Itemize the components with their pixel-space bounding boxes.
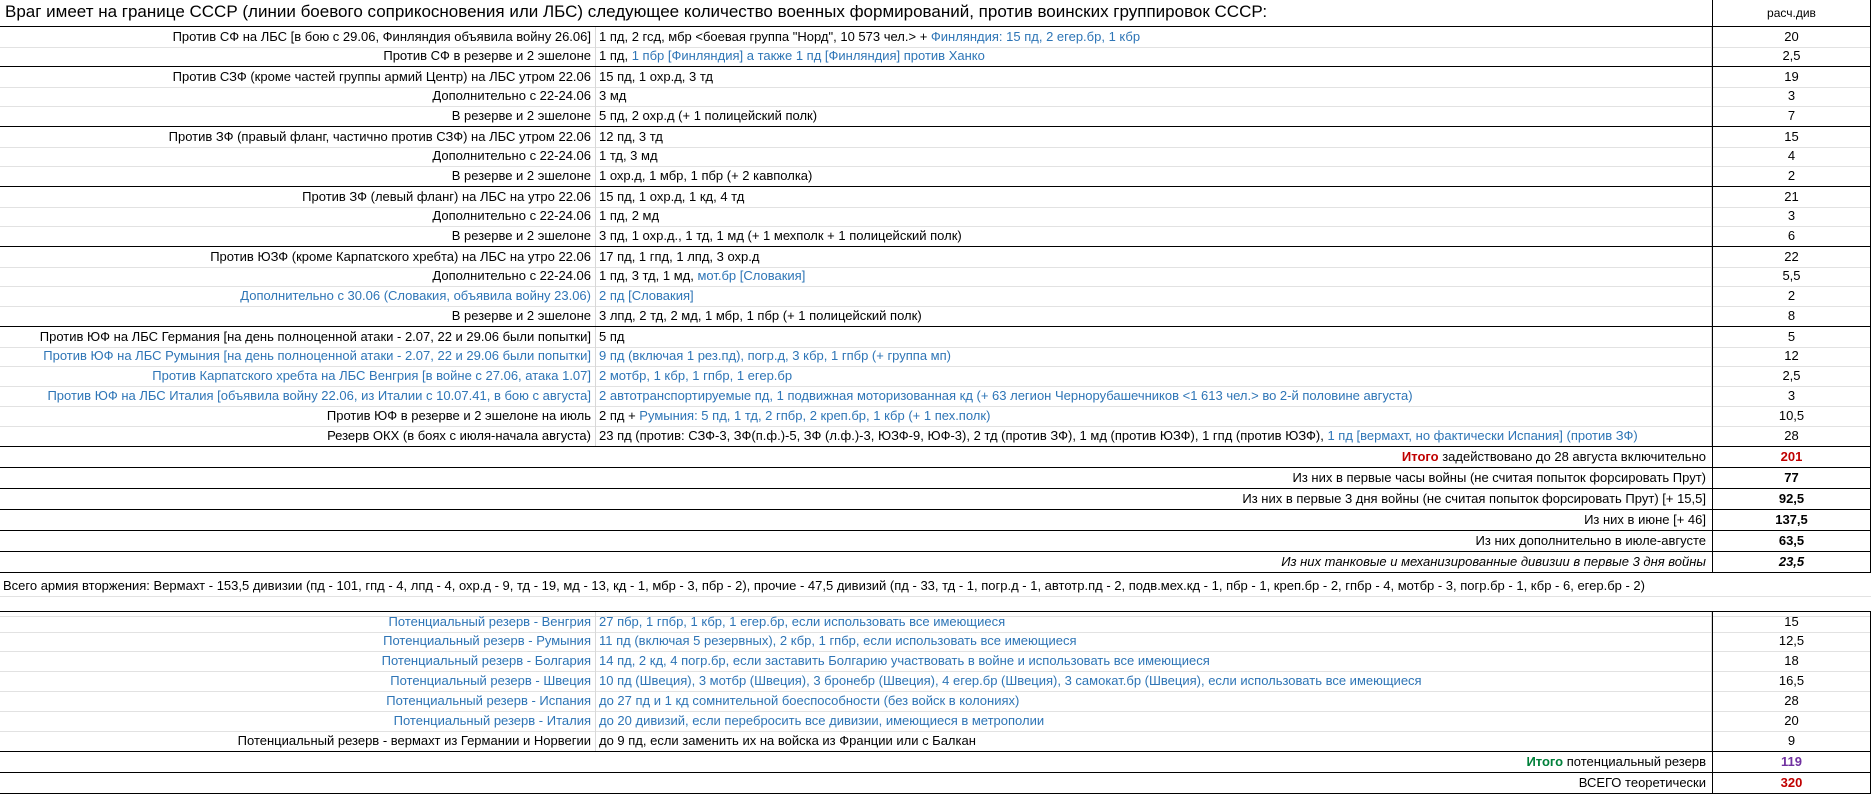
summary-label[interactable]: Из них в первые часы войны (не считая попыток форсировать Прут) [1292,470,1706,485]
reserve-formations[interactable]: до 20 дивизий, если перебросить все дивизии, имеющиеся в метрополии [596,711,1712,731]
row-calc-div[interactable]: 3 [1712,386,1871,406]
table-row [0,286,1876,307]
row-label[interactable]: Против СФ на ЛБС [в бою с 29.06, Финляндия объявила войну 26.06] [0,27,596,47]
reserve-calc-div[interactable]: 9 [1712,731,1871,751]
table-row [0,186,1876,208]
reserve-formations[interactable]: до 27 пд и 1 кд сомнительной боеспособности (без войск в колониях) [596,691,1712,711]
reserve-label[interactable]: Потенциальный резерв - Италия [0,711,596,731]
table-row [0,246,1876,268]
reserve-row [0,711,1876,732]
reserve-label[interactable]: Потенциальный резерв - Испания [0,691,596,711]
row-label[interactable]: Дополнительно с 22-24.06 [0,266,596,286]
row-label[interactable]: Дополнительно с 30.06 (Словакия, объявила войну 23.06) [0,286,596,306]
row-formations[interactable]: 3 мд [596,86,1712,106]
table-row [0,106,1876,127]
summary-label[interactable]: Из них дополнительно в июле-августе [1475,533,1706,548]
reserve-calc-div[interactable]: 20 [1712,711,1871,731]
row-calc-div[interactable]: 20 [1712,27,1871,47]
table-row [0,426,1876,447]
row-calc-div[interactable]: 21 [1712,187,1871,207]
row-label[interactable]: Дополнительно с 22-24.06 [0,206,596,226]
row-calc-div[interactable]: 3 [1712,206,1871,226]
row-calc-div[interactable]: 2,5 [1712,366,1871,386]
reserve-calc-div[interactable]: 18 [1712,651,1871,671]
row-formations[interactable]: 3 лпд, 2 тд, 2 мд, 1 мбр, 1 пбр (+ 1 полицейский полк) [596,306,1712,326]
row-label[interactable]: Против ЮФ на ЛБС Румыния [на день полноценной атаки - 2.07, 22 и 29.06 были попытки] [0,346,596,366]
row-label[interactable]: Дополнительно с 22-24.06 [0,86,596,106]
row-calc-div[interactable]: 12 [1712,346,1871,366]
row-label[interactable]: Против ЗФ (левый фланг) на ЛБС на утро 22.06 [0,187,596,207]
row-formations[interactable]: 1 пд, 3 тд, 1 мд, мот.бр [Словакия] [596,266,1712,286]
table-row [0,46,1876,67]
reserve-row [0,671,1876,692]
summary-calc-div[interactable]: 137,5 [1712,510,1871,530]
row-formations[interactable]: 1 охр.д, 1 мбр, 1 пбр (+ 2 кавполка) [596,166,1712,186]
row-calc-div[interactable]: 4 [1712,146,1871,166]
table-row [0,226,1876,247]
row-label[interactable]: Против ЮЗФ (кроме Карпатского хребта) на ЛБС на утро 22.06 [0,247,596,267]
reserve-row [0,691,1876,712]
reserve-label[interactable]: Потенциальный резерв - Румыния [0,631,596,651]
summary-label[interactable]: Из них в первые 3 дня войны (не считая попыток форсировать Прут) [+ 15,5] [1242,491,1706,506]
summary-label[interactable]: Из них танковые и механизированные дивизии в первые 3 дня войны [1281,554,1706,569]
table-row [0,366,1876,387]
reserve-calc-div[interactable]: 16,5 [1712,671,1871,691]
row-label[interactable]: Резерв ОКХ (в боях с июля-начала августа) [0,426,596,446]
row-formations[interactable]: 5 пд, 2 охр.д (+ 1 полицейский полк) [596,106,1712,126]
row-calc-div[interactable]: 28 [1712,426,1871,446]
row-formations[interactable]: 1 пд, 2 мд [596,206,1712,226]
row-label[interactable]: Против ЗФ (правый фланг, частично против СЗФ) на ЛБС утром 22.06 [0,127,596,147]
title-row [0,0,1876,27]
total-label[interactable]: Итого задействовано до 28 августа включительно [1401,449,1706,464]
row-calc-div[interactable]: 2 [1712,286,1871,306]
row-calc-div[interactable]: 5 [1712,327,1871,347]
row-label[interactable]: Против ЮФ на ЛБС Италия [объявила войну 22.06, из Италии с 10.07.41, в бою с августа] [0,386,596,406]
sheet-edge [1871,0,1876,800]
table-row [0,26,1876,48]
table-row [0,306,1876,327]
row-label[interactable]: В резерве и 2 эшелоне [0,306,596,326]
row-formations[interactable]: 2 пд [Словакия] [596,286,1712,306]
summary-label[interactable]: Из них в июне [+ 46] [1584,512,1706,527]
row-calc-div[interactable]: 2,5 [1712,46,1871,66]
row-calc-div[interactable]: 7 [1712,106,1871,126]
row-calc-div[interactable]: 8 [1712,306,1871,326]
reserve-label[interactable]: Потенциальный резерв - Венгрия [0,612,596,632]
reserve-row [0,631,1876,652]
table-row [0,146,1876,167]
sheet-title: Враг имеет на границе СССР (линии боевого соприкосновения или ЛБС) следующее количество военных формирований, против воинских группировок СССР: [5,2,1268,21]
reserve-total-calc-div[interactable]: 119 [1712,752,1871,772]
row-formations[interactable]: 1 пд, 2 гсд, мбр <боевая группа "Норд", 10 573 чел.> + Финляндия: 15 пд, 2 егер.бр, 1 кбр [596,27,1712,47]
row-label[interactable]: В резерве и 2 эшелоне [0,166,596,186]
reserve-calc-div[interactable]: 28 [1712,691,1871,711]
grand-total-row [0,773,1876,794]
reserve-formations[interactable]: 27 пбр, 1 гпбр, 1 кбр, 1 егер.бр, если использовать все имеющиеся [596,612,1712,632]
army-total-row [0,576,1876,597]
table-row [0,406,1876,427]
row-label[interactable]: В резерве и 2 эшелоне [0,106,596,126]
reserve-total-label[interactable]: Итого потенциальный резерв [1526,754,1706,769]
row-formations[interactable]: 3 пд, 1 охр.д., 1 тд, 1 мд (+ 1 мехполк + 1 полицейский полк) [596,226,1712,246]
row-formations[interactable]: 2 автотранспортируемые пд, 1 подвижная моторизованная кд (+ 63 легион Чернорубашечников <1 613 чел.> во 2-й половине августа) [596,386,1712,406]
summary-calc-div[interactable]: 63,5 [1712,531,1871,551]
reserve-total-row [0,752,1876,773]
summary-calc-div[interactable]: 77 [1712,468,1871,488]
row-calc-div[interactable]: 10,5 [1712,406,1871,426]
table-row [0,166,1876,187]
table-row [0,346,1876,367]
row-formations[interactable]: 2 мотбр, 1 кбр, 1 гпбр, 1 егер.бр [596,366,1712,386]
column-header-calc-div[interactable]: расч.див [1712,0,1871,26]
table-row [0,66,1876,88]
grand-total-calc-div[interactable]: 320 [1712,773,1871,793]
reserve-formations[interactable]: 11 пд (включая 5 резервных), 2 кбр, 1 гпбр, если использовать все имеющиеся [596,631,1712,651]
row-formations[interactable]: 12 пд, 3 тд [596,127,1712,147]
row-calc-div[interactable]: 22 [1712,247,1871,267]
reserve-formations[interactable]: до 9 пд, если заменить их на войска из Франции или с Балкан [596,731,1712,751]
row-label[interactable]: Против ЮФ в резерве и 2 эшелоне на июль [0,406,596,426]
row-label[interactable]: Против СФ в резерве и 2 эшелоне [0,46,596,66]
row-formations[interactable]: 17 пд, 1 гпд, 1 лпд, 3 охр.д [596,247,1712,267]
row-label[interactable]: Против СЗФ (кроме частей группы армий Центр) на ЛБС утром 22.06 [0,67,596,87]
summary-row [0,510,1876,531]
row-calc-div[interactable]: 3 [1712,86,1871,106]
row-formations[interactable]: 5 пд [596,327,1712,347]
summary-calc-div[interactable]: 92,5 [1712,489,1871,509]
row-label[interactable]: Дополнительно с 22-24.06 [0,146,596,166]
reserve-row [0,731,1876,752]
table-row [0,386,1876,407]
row-calc-div[interactable]: 19 [1712,67,1871,87]
table-row [0,86,1876,107]
reserve-row [0,611,1876,633]
table-row [0,206,1876,227]
summary-calc-div[interactable]: 23,5 [1712,552,1871,572]
table-row [0,126,1876,148]
table-row [0,266,1876,287]
row-calc-div[interactable]: 5,5 [1712,266,1871,286]
row-label[interactable]: Против Карпатского хребта на ЛБС Венгрия [в войне с 27.06, атака 1.07] [0,366,596,386]
row-formations[interactable]: 2 пд + Румыния: 5 пд, 1 тд, 2 гпбр, 2 креп.бр, 1 кбр (+ 1 пех.полк) [596,406,1712,426]
row-calc-div[interactable]: 2 [1712,166,1871,186]
reserve-label[interactable]: Потенциальный резерв - вермахт из Германии и Норвегии [0,731,596,751]
summary-row [0,489,1876,510]
summary-row [0,552,1876,573]
grand-total-label[interactable]: ВСЕГО теоретически [1578,775,1706,790]
reserve-calc-div[interactable]: 12,5 [1712,631,1871,651]
row-label[interactable]: Против ЮФ на ЛБС Германия [на день полноценной атаки - 2.07, 22 и 29.06 были попытки] [0,327,596,347]
row-calc-div[interactable]: 15 [1712,127,1871,147]
summary-row [0,468,1876,489]
row-formations[interactable]: 1 тд, 3 мд [596,146,1712,166]
reserve-label[interactable]: Потенциальный резерв - Швеция [0,671,596,691]
reserve-label[interactable]: Потенциальный резерв - Болгария [0,651,596,671]
total-calc-div[interactable]: 201 [1712,447,1871,467]
row-formations[interactable]: 15 пд, 1 охр.д, 1 кд, 4 тд [596,187,1712,207]
reserve-row [0,651,1876,672]
row-formations[interactable]: 23 пд (против: СЗФ-3, ЗФ(п.ф.)-5, ЗФ (л.ф.)-3, ЮЗФ-9, ЮФ-3), 2 тд (против ЗФ), 1 мд (против ЮЗФ), 1 гпд (против ЮЗФ), 1 пд [вермахт, но фактически Испания] (против ЗФ) [596,426,1712,446]
total-row [0,447,1876,468]
row-formations[interactable]: 1 пд, 1 пбр [Финляндия] а также 1 пд [Финляндия] против Ханко [596,46,1712,66]
row-calc-div[interactable]: 6 [1712,226,1871,246]
army-total-text[interactable]: Всего армия вторжения: Вермахт - 153,5 дивизии (пд - 101, гпд - 4, лпд - 4, охр.д - 9, тд - 19, мд - 13, кд - 1, мбр - 3, пбр - 2), прочие - 47,5 дивизий (пд - 33, тд - 1, погр.д - 1, автотр.пд - 2, подв.мех.кд - 1, пбр - 1, креп.бр - 2, гпбр - 4, мотбр - 3, погр.бр - 1, кбр - 6, егер.бр - 2) [3,578,1645,593]
row-formations[interactable]: 9 пд (включая 1 рез.пд), погр.д, 3 кбр, 1 гпбр (+ группа мп) [596,346,1712,366]
summary-row [0,531,1876,552]
table-row [0,326,1876,348]
reserve-formations[interactable]: 14 пд, 2 кд, 4 погр.бр, если заставить Болгарию участвовать в войне и использовать все имеющиеся [596,651,1712,671]
row-label[interactable]: В резерве и 2 эшелоне [0,226,596,246]
row-formations[interactable]: 15 пд, 1 охр.д, 3 тд [596,67,1712,87]
reserve-calc-div[interactable]: 15 [1712,612,1871,632]
reserve-formations[interactable]: 10 пд (Швеция), 3 мотбр (Швеция), 3 бронебр (Швеция), 4 егер.бр (Швеция), 3 самокат.бр (Швеция), если использовать все имеющиеся [596,671,1712,691]
